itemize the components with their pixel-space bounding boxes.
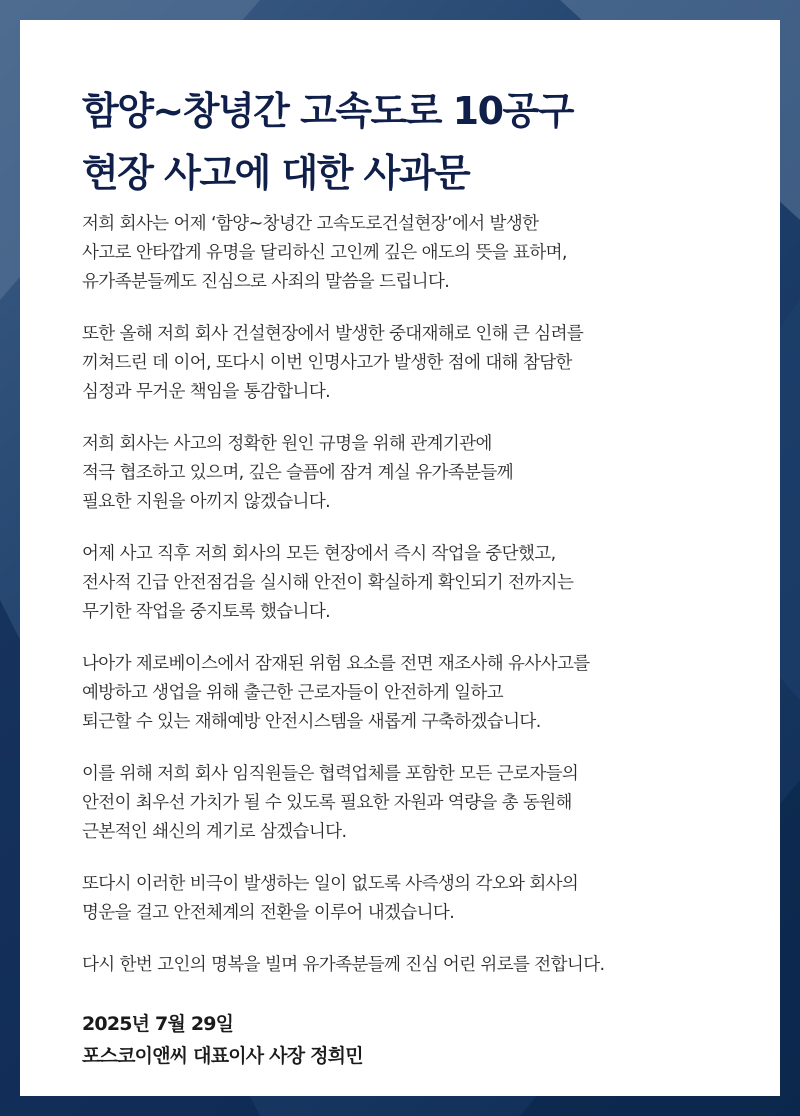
paragraph-7: 또다시 이러한 비극이 발생하는 일이 없도록 사즉생의 각오와 회사의 명운을 걸고 안전체계의 전환을 이루어 내겠습니다. (82, 874, 579, 923)
paragraph-4: 어제 사고 직후 저희 회사의 모든 현장에서 즉시 작업을 중단했고, 전사적 긴급 안전점검을 실시해 안전이 확실하게 확인되기 전까지는 무기한 작업을 중지토록 했습니다. (82, 544, 574, 622)
letter-title: 함양~창녕간 고속도로 10공구 현장 사고에 대한 사과문 (82, 89, 573, 195)
paragraph-6: 이를 위해 저희 회사 임직원들은 협력업체를 포함한 모든 근로자들의 안전이 최우선 가치가 될 수 있도록 필요한 자원과 역량을 총 동원해 근본적인 쇄신의 계기로 삼겠습니다. (82, 764, 579, 842)
letter-body (82, 210, 742, 980)
paragraph-3: 저희 회사는 사고의 정확한 원인 규명을 위해 관계기관에 적극 협조하고 있으며, 깊은 슬픔에 잠겨 계실 유가족분들께 필요한 지원을 아끼지 않겠습니다. (82, 434, 514, 512)
paragraph-8: 다시 한번 고인의 명복을 빌며 유가족분들께 진심 어린 위로를 전합니다. (82, 955, 605, 975)
signature-author: 포스코이앤씨 대표이사 사장 정희민 (82, 1045, 363, 1067)
apology-letter-card (20, 20, 780, 1096)
paragraph-1: 저희 회사는 어제 ‘함양~창녕간 고속도로건설현장’에서 발생한 사고로 안타깝게 유명을 달리하신 고인께 깊은 애도의 뜻을 표하며, 유가족분들께도 진심으로 사죄의 말씀을 드립니다. (82, 214, 567, 292)
signature-date: 2025년 7월 29일 (82, 1013, 234, 1035)
paragraph-5: 나아가 제로베이스에서 잠재된 위험 요소를 전면 재조사해 유사사고를 예방하고 생업을 위해 출근한 근로자들이 안전하게 일하고 퇴근할 수 있는 재해예방 안전시스템을 새롭게 구축하겠습니다. (82, 654, 590, 732)
paragraph-2: 또한 올해 저희 회사 건설현장에서 발생한 중대재해로 인해 큰 심려를 끼쳐드린 데 이어, 또다시 이번 인명사고가 발생한 점에 대해 참담한 심정과 무거운 책임을 통감합니다. (82, 324, 584, 402)
signature-block (82, 1008, 682, 1072)
